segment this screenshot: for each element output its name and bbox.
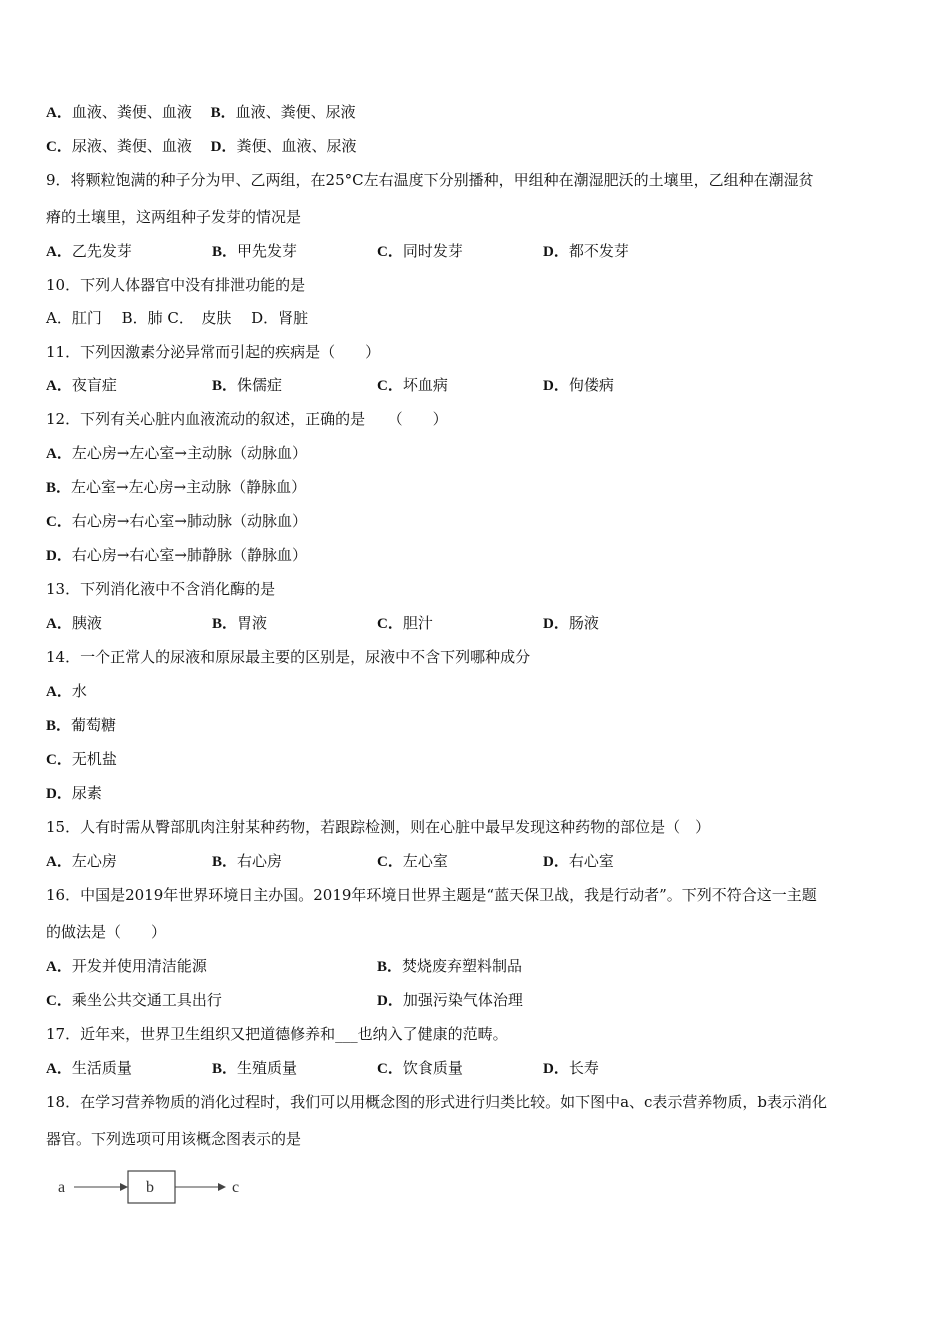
q12-option-a — [46, 443, 307, 464]
option-text: 同时发芽 — [402, 242, 463, 260]
option-text: 右心室 — [568, 852, 614, 870]
option-label: B． — [212, 244, 238, 260]
option-label: A． — [46, 684, 72, 700]
q8-options-row-1 — [46, 102, 356, 123]
q14-option-d — [46, 783, 102, 804]
option-text: 左心室 — [402, 852, 448, 870]
option-label: D． — [210, 139, 237, 155]
option-label: C． — [46, 993, 72, 1009]
q15-stem: 15．人有时需从臀部肌肉注射某种药物，若跟踪检测，则在心脏中最早发现这种药物的部位是（ ） — [46, 818, 711, 836]
option-text: 血液、粪便、尿液 — [235, 103, 356, 121]
option-text: 夜盲症 — [71, 376, 117, 394]
option-label: B． — [46, 718, 72, 734]
option-label: B． — [212, 854, 238, 870]
option-label: D． — [46, 548, 72, 564]
q11-options — [46, 375, 906, 395]
option-text: 肠液 — [568, 614, 599, 632]
q11-stem: 11．下列因激素分泌异常而引起的疾病是（ ） — [46, 343, 381, 361]
option-label: C． — [377, 854, 403, 870]
q18-stem-line-1: 18．在学习营养物质的消化过程时，我们可以用概念图的形式进行归类比较。如下图中a、c表示营养物质，b表示消化 — [46, 1093, 828, 1111]
q14-option-c — [46, 749, 117, 770]
option-text: 开发并使用清洁能源 — [71, 957, 207, 975]
option-text: 右心房→右心室→肺动脉（动脉血） — [71, 512, 307, 530]
option-text: 生活质量 — [71, 1059, 132, 1077]
option-text: 焚烧废弃塑料制品 — [402, 957, 523, 975]
q12-option-d — [46, 545, 307, 566]
q13-options — [46, 613, 906, 633]
option-text: 坏血病 — [402, 376, 448, 394]
option-text: 饮食质量 — [402, 1059, 463, 1077]
option-text: 粪便、血液、尿液 — [236, 137, 357, 155]
q18-stem-line-2: 器官。下列选项可用该概念图表示的是 — [46, 1130, 302, 1148]
option-label: A． — [46, 1061, 72, 1077]
option-label: A． — [46, 959, 72, 975]
arrow-head-icon — [218, 1183, 226, 1191]
option-label: C． — [46, 139, 72, 155]
diagram-label-b: b — [146, 1179, 154, 1196]
option-text: 生殖质量 — [237, 1059, 298, 1077]
q16-options-row-2 — [46, 990, 906, 1010]
option-label: D． — [543, 854, 569, 870]
option-label: D． — [543, 1061, 569, 1077]
diagram-label-c: c — [232, 1179, 240, 1196]
option-text: 无机盐 — [71, 750, 117, 768]
option-label: B． — [212, 378, 238, 394]
q9-stem-line-2: 瘠的土壤里，这两组种子发芽的情况是 — [46, 208, 302, 226]
option-label: D． — [543, 244, 569, 260]
option-label: D． — [543, 378, 569, 394]
option-label: C． — [377, 1061, 403, 1077]
option-text: 尿素 — [71, 784, 102, 802]
option-label: D． — [46, 786, 72, 802]
option-text: 胆汁 — [402, 614, 433, 632]
option-text: 葡萄糖 — [71, 716, 117, 734]
option-text: 胰液 — [71, 614, 102, 632]
option-text: 左心房→左心室→主动脉（动脉血） — [71, 444, 307, 462]
option-label: B． — [46, 480, 72, 496]
q12-option-c — [46, 511, 307, 532]
option-label: A． — [46, 378, 72, 394]
option-text: 乘坐公共交通工具出行 — [71, 991, 222, 1009]
option-label: D． — [377, 993, 403, 1009]
arrow-head-icon — [120, 1183, 128, 1191]
option-label: B． — [210, 105, 236, 121]
option-label: B． — [212, 1061, 238, 1077]
option-label: A． — [46, 105, 72, 121]
q14-option-b — [46, 715, 116, 736]
option-text: 佝偻病 — [568, 376, 614, 394]
concept-diagram — [50, 1168, 250, 1208]
option-label: C． — [377, 378, 403, 394]
q12-option-b — [46, 477, 306, 498]
option-label: B． — [212, 616, 238, 632]
q9-stem-line-1: 9．将颗粒饱满的种子分为甲、乙两组，在25°C左右温度下分别播种，甲组种在潮湿肥沃的土壤里，乙组种在潮湿贫 — [46, 171, 814, 189]
option-text: 血液、粪便、血液 — [71, 103, 192, 121]
option-text: 胃液 — [237, 614, 268, 632]
option-text: 右心房 — [237, 852, 283, 870]
q16-options-row-1 — [46, 956, 906, 976]
option-text: 加强污染气体治理 — [402, 991, 523, 1009]
option-text: 右心房→右心室→肺静脉（静脉血） — [71, 546, 307, 564]
option-label: C． — [377, 244, 403, 260]
option-label: C． — [377, 616, 403, 632]
q17-stem: 17．近年来，世界卫生组织又把道德修养和___也纳入了健康的范畴。 — [46, 1025, 508, 1043]
option-label: B． — [377, 959, 403, 975]
q16-stem-line-2: 的做法是（ ） — [46, 923, 167, 941]
q9-options — [46, 241, 906, 261]
q12-stem: 12．下列有关心脏内血液流动的叙述，正确的是 （ ） — [46, 410, 448, 428]
option-text: 都不发芽 — [568, 242, 629, 260]
q14-stem: 14．一个正常人的尿液和原尿最主要的区别是，尿液中不含下列哪种成分 — [46, 648, 531, 666]
option-label: A． — [46, 854, 72, 870]
option-text: 左心房 — [71, 852, 117, 870]
diagram-label-a: a — [58, 1179, 66, 1196]
option-label: A． — [46, 616, 72, 632]
option-label: A． — [46, 446, 72, 462]
option-text: 左心室→左心房→主动脉（静脉血） — [71, 478, 307, 496]
option-text: 水 — [71, 682, 87, 700]
q15-options — [46, 851, 906, 871]
option-label: C． — [46, 752, 72, 768]
option-text: 尿液、粪便、血液 — [71, 137, 192, 155]
q14-option-a — [46, 681, 87, 702]
option-text: 乙先发芽 — [71, 242, 132, 260]
option-text: 甲先发芽 — [237, 242, 298, 260]
q10-stem: 10．下列人体器官中没有排泄功能的是 — [46, 276, 306, 294]
option-label: C． — [46, 514, 72, 530]
option-text: 长寿 — [568, 1059, 599, 1077]
q10-options: A．肛门 B．肺 C． 皮肤 D．肾脏 — [46, 309, 309, 327]
option-label: A． — [46, 244, 72, 260]
option-label: D． — [543, 616, 569, 632]
option-text: 侏儒症 — [237, 376, 283, 394]
q13-stem: 13．下列消化液中不含消化酶的是 — [46, 580, 276, 598]
q8-options-row-2 — [46, 136, 357, 157]
q16-stem-line-1: 16．中国是2019年世界环境日主办国。2019年环境日世界主题是“蓝天保卫战，我是行动者”。下列不符合这一主题 — [46, 886, 817, 904]
q17-options — [46, 1058, 906, 1078]
